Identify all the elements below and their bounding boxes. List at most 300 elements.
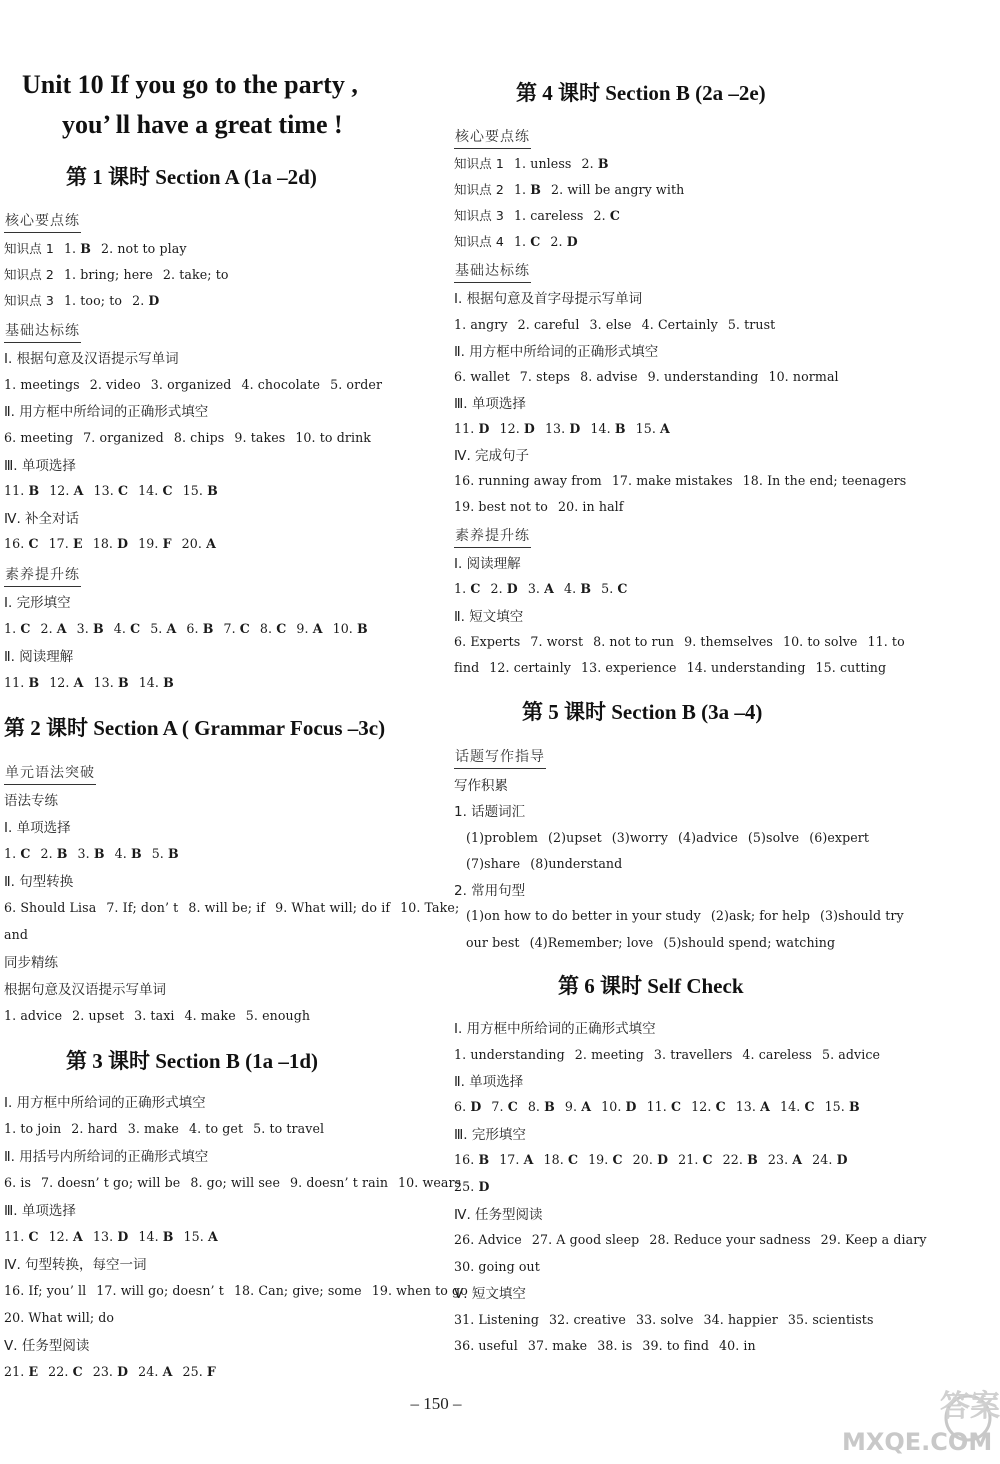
answer-text: 6. bbox=[454, 1099, 471, 1114]
answer-choice: B bbox=[357, 621, 368, 636]
answer-text: 3. bbox=[527, 581, 545, 596]
answer-item bbox=[825, 1099, 870, 1114]
answer-choice: D bbox=[569, 421, 581, 436]
answer-line bbox=[454, 580, 638, 598]
answer-text: 20. in half bbox=[557, 499, 624, 514]
answer-item bbox=[48, 1364, 93, 1379]
answer-line bbox=[454, 181, 694, 199]
answer-choice: C bbox=[117, 483, 129, 498]
answer-item bbox=[4, 483, 49, 498]
answer-item bbox=[72, 1008, 134, 1023]
answer-choice: B bbox=[207, 483, 218, 498]
exercise-heading: Ⅲ. 完形填空 bbox=[454, 1127, 526, 1143]
answer-line bbox=[454, 207, 630, 225]
answer-text: (2)upset bbox=[548, 830, 602, 845]
exercise-category-tag: 素养提升练 bbox=[4, 565, 81, 587]
answer-text: 7. steps bbox=[519, 369, 571, 384]
answer-item bbox=[642, 1338, 719, 1353]
answer-text: 7. doesn’ t go; will be bbox=[41, 1175, 181, 1190]
answer-text: 12. bbox=[49, 483, 74, 498]
answer-item bbox=[532, 1232, 649, 1247]
answer-item bbox=[582, 156, 619, 171]
answer-item bbox=[234, 1283, 372, 1298]
answer-item bbox=[94, 675, 139, 690]
answer-choice: D bbox=[523, 421, 535, 436]
answer-text: 2. hard bbox=[71, 1121, 118, 1136]
exercise-heading: Ⅴ. 任务型阅读 bbox=[4, 1338, 90, 1354]
answer-item bbox=[454, 634, 530, 649]
answer-choice: B bbox=[163, 675, 174, 690]
answer-choice: C bbox=[20, 621, 31, 636]
answer-item bbox=[466, 908, 711, 923]
answer-item bbox=[151, 377, 242, 392]
answer-item bbox=[4, 1008, 72, 1023]
exercise-heading: 写作积累 bbox=[454, 778, 508, 794]
answer-text: 2. will be angry with bbox=[551, 182, 685, 197]
answer-choice: A bbox=[523, 1152, 534, 1167]
answer-item bbox=[489, 660, 581, 675]
answer-choice: E bbox=[28, 1364, 39, 1379]
answer-choice: D bbox=[566, 234, 578, 249]
answer-text: 3. make bbox=[127, 1121, 179, 1136]
answer-line bbox=[454, 1231, 937, 1249]
answer-line bbox=[454, 1178, 499, 1196]
answer-choice: D bbox=[506, 581, 518, 596]
answer-item bbox=[647, 1099, 692, 1114]
answer-text: 2. video bbox=[89, 377, 141, 392]
answer-item bbox=[601, 1099, 646, 1114]
answer-item bbox=[454, 660, 489, 675]
exercise-heading: Ⅱ. 用括号内所给词的正确形式填空 bbox=[4, 1149, 209, 1165]
answer-choice: A bbox=[162, 1364, 173, 1379]
answer-text: 1. to join bbox=[4, 1121, 62, 1136]
answer-item bbox=[728, 317, 786, 332]
answer-item bbox=[736, 1099, 780, 1114]
answer-line bbox=[4, 240, 197, 258]
answer-item bbox=[514, 182, 551, 197]
answer-choice: C bbox=[28, 1229, 39, 1244]
svg-text:答案: 答案 bbox=[940, 1389, 1000, 1424]
answer-text: 9. takes bbox=[234, 430, 286, 445]
answer-text: (4)advice bbox=[677, 830, 738, 845]
answer-item bbox=[64, 267, 163, 282]
answer-text: 1. bbox=[513, 182, 531, 197]
answer-text: 17. make mistakes bbox=[611, 473, 733, 488]
answer-item bbox=[4, 1364, 48, 1379]
answer-item bbox=[633, 1152, 678, 1167]
answer-choice: A bbox=[166, 621, 177, 636]
answer-text: 1. bbox=[4, 621, 21, 636]
answer-line bbox=[4, 674, 184, 692]
answer-choice: A bbox=[73, 483, 84, 498]
answer-item bbox=[64, 241, 101, 256]
exercise-heading: Ⅲ. 单项选择 bbox=[454, 396, 526, 412]
answer-text: 24. bbox=[812, 1152, 837, 1167]
exercise-heading: Ⅲ. 单项选择 bbox=[4, 458, 76, 474]
answer-item bbox=[711, 908, 820, 923]
answer-item bbox=[139, 675, 184, 690]
answer-text: 13. bbox=[92, 1229, 118, 1244]
knowledge-point-label: 知识点 2 bbox=[4, 267, 54, 282]
answer-item bbox=[4, 1121, 71, 1136]
answer-choice: C bbox=[28, 536, 39, 551]
answer-text: 26. Advice bbox=[454, 1232, 522, 1247]
answer-choice: C bbox=[609, 208, 620, 223]
answer-text: 5. bbox=[601, 581, 618, 596]
answer-text: 9. themselves bbox=[684, 634, 773, 649]
answer-text: 12. bbox=[499, 421, 524, 436]
answer-item bbox=[545, 421, 590, 436]
answer-text: (3)should try bbox=[820, 908, 904, 923]
answer-item bbox=[454, 1047, 575, 1062]
answer-text: 2. careful bbox=[517, 317, 580, 332]
answer-text: 19. bbox=[588, 1152, 613, 1167]
answer-item bbox=[466, 856, 530, 871]
answer-item bbox=[4, 621, 40, 636]
answer-item bbox=[454, 473, 612, 488]
answer-choice: A bbox=[660, 421, 670, 436]
answer-item bbox=[101, 241, 197, 256]
answer-text: 14. bbox=[138, 675, 164, 690]
answer-choice: D bbox=[117, 1364, 129, 1379]
answer-choice: B bbox=[117, 675, 129, 690]
answer-text: 9. understanding bbox=[647, 369, 759, 384]
answer-text: 11. bbox=[4, 1229, 29, 1244]
answer-choice: A bbox=[207, 1229, 218, 1244]
answer-choice: B bbox=[849, 1099, 860, 1114]
answer-item bbox=[4, 1310, 124, 1325]
answer-text: 12. bbox=[48, 1229, 73, 1244]
answer-choice: A bbox=[792, 1152, 803, 1167]
answer-text: 6. Experts bbox=[454, 634, 521, 649]
answer-text: 1. understanding bbox=[454, 1047, 565, 1062]
answer-text: 18. bbox=[543, 1152, 568, 1167]
answer-item bbox=[588, 1152, 633, 1167]
answer-text: 14. bbox=[780, 1099, 805, 1114]
exercise-heading: 2. 常用句型 bbox=[454, 883, 526, 899]
answer-item bbox=[704, 1312, 788, 1327]
answer-line bbox=[4, 1282, 478, 1300]
answer-text: and bbox=[4, 927, 28, 942]
answer-text: 9. bbox=[564, 1099, 582, 1114]
answer-text: 21. bbox=[678, 1152, 703, 1167]
answer-choice: D bbox=[836, 1152, 848, 1167]
answer-text: 6. Should Lisa bbox=[4, 900, 97, 915]
answer-text: 1. bbox=[513, 234, 531, 249]
answer-item bbox=[330, 377, 392, 392]
answer-item bbox=[94, 483, 139, 498]
answer-text: 20. What will; do bbox=[4, 1310, 115, 1325]
answer-text: 11. bbox=[454, 421, 479, 436]
answer-text: 9. doesn’ t rain bbox=[290, 1175, 389, 1190]
answer-item bbox=[454, 581, 490, 596]
answer-line bbox=[4, 429, 381, 447]
answer-text: 6. wallet bbox=[454, 369, 510, 384]
answer-text: (4)Remember; love bbox=[529, 935, 654, 950]
answer-item bbox=[4, 536, 49, 551]
answer-item bbox=[454, 369, 520, 384]
answer-item bbox=[719, 1338, 766, 1353]
answer-item bbox=[150, 621, 186, 636]
answer-item bbox=[90, 377, 151, 392]
answer-item bbox=[548, 830, 612, 845]
answer-text: 7. If; don’ t bbox=[106, 900, 179, 915]
answer-text: (8)understand bbox=[530, 856, 623, 871]
answer-choice: A bbox=[312, 621, 323, 636]
answer-item bbox=[454, 317, 518, 332]
answer-choice: B bbox=[93, 846, 105, 861]
answer-text: 11. to bbox=[867, 634, 905, 649]
answer-item bbox=[190, 1175, 290, 1190]
answer-item bbox=[295, 430, 381, 445]
answer-item bbox=[642, 317, 728, 332]
answer-choice: B bbox=[56, 846, 68, 861]
knowledge-point-label: 知识点 4 bbox=[454, 234, 504, 249]
answer-item bbox=[678, 1152, 723, 1167]
answer-item bbox=[138, 536, 181, 551]
answer-text: 2. not to play bbox=[101, 241, 187, 256]
watermark-text: MXQE.COM bbox=[842, 1428, 993, 1456]
answer-item bbox=[581, 660, 687, 675]
answer-text: 5. enough bbox=[245, 1008, 311, 1023]
answer-text: 15. cutting bbox=[815, 660, 887, 675]
exercise-category-tag: 核心要点练 bbox=[4, 211, 81, 233]
answer-text: 14. bbox=[590, 421, 615, 436]
answer-item bbox=[93, 536, 138, 551]
answer-text: 2. bbox=[132, 293, 149, 308]
answer-item bbox=[590, 421, 635, 436]
answer-item bbox=[816, 660, 897, 675]
answer-choice: C bbox=[507, 1099, 518, 1114]
answer-text: 27. A good sleep bbox=[531, 1232, 640, 1247]
answer-item bbox=[4, 846, 40, 861]
answer-text: 2. bbox=[40, 846, 57, 861]
answer-item bbox=[518, 317, 590, 332]
answer-item bbox=[186, 621, 223, 636]
exercise-heading: Ⅰ. 阅读理解 bbox=[454, 556, 521, 572]
exercise-category-tag: 基础达标练 bbox=[454, 261, 531, 283]
answer-line bbox=[4, 1120, 334, 1138]
answer-item bbox=[788, 1312, 884, 1327]
answer-item bbox=[820, 908, 914, 923]
answer-choice: A bbox=[206, 536, 216, 551]
answer-item bbox=[768, 1152, 812, 1167]
answer-text: 6. bbox=[186, 621, 203, 636]
answer-text: 11. bbox=[646, 1099, 671, 1114]
answer-text: 10. bbox=[332, 621, 358, 636]
exercise-heading: 同步精练 bbox=[4, 955, 58, 971]
answer-choice: A bbox=[56, 621, 67, 636]
answer-item bbox=[4, 1283, 96, 1298]
watermark-logo bbox=[840, 1376, 1000, 1456]
answer-text: 1. advice bbox=[4, 1008, 63, 1023]
answer-text: 30. going out bbox=[454, 1259, 540, 1274]
answer-text: 10. bbox=[601, 1099, 626, 1114]
answer-text: 10. normal bbox=[768, 369, 839, 384]
answer-text: 1. meetings bbox=[4, 377, 80, 392]
exercise-heading: Ⅰ. 根据句意及首字母提示写单词 bbox=[454, 291, 643, 307]
answer-item bbox=[530, 856, 632, 871]
answer-text: 32. creative bbox=[549, 1312, 626, 1327]
answer-text: 19. bbox=[138, 536, 163, 551]
answer-line bbox=[466, 934, 845, 952]
answer-item bbox=[601, 581, 637, 596]
answer-choice: B bbox=[580, 581, 592, 596]
answer-text: 19. best not to bbox=[454, 499, 548, 514]
answer-text: 2. meeting bbox=[574, 1047, 644, 1062]
answer-item bbox=[49, 483, 93, 498]
answer-text: 5. bbox=[150, 621, 167, 636]
knowledge-point-label: 知识点 3 bbox=[4, 293, 54, 308]
answer-item bbox=[4, 1175, 41, 1190]
answer-item bbox=[520, 369, 580, 384]
answer-line bbox=[454, 316, 785, 334]
answer-choice: B bbox=[747, 1152, 758, 1167]
answer-line bbox=[4, 926, 38, 944]
answer-item bbox=[528, 581, 564, 596]
answer-line bbox=[454, 1258, 550, 1276]
answer-choice: A bbox=[760, 1099, 770, 1114]
exercise-heading: Ⅳ. 完成句子 bbox=[454, 448, 530, 464]
answer-item bbox=[184, 1229, 228, 1244]
answer-item bbox=[132, 293, 169, 308]
answer-item bbox=[454, 421, 499, 436]
answer-text: 1. bring; here bbox=[63, 267, 153, 282]
answer-text: (5)should spend; watching bbox=[663, 935, 836, 950]
answer-choice: D bbox=[117, 536, 129, 551]
answer-choice: B bbox=[168, 846, 179, 861]
answer-item bbox=[223, 621, 259, 636]
exercise-heading: Ⅰ. 单项选择 bbox=[4, 820, 71, 836]
exercise-heading: Ⅱ. 用方框中所给词的正确形式填空 bbox=[454, 344, 659, 360]
exercise-heading: 根据句意及汉语提示写单词 bbox=[4, 982, 166, 998]
answer-item bbox=[260, 621, 296, 636]
answer-text: 8. bbox=[259, 621, 277, 636]
answer-text: (1)on how to do better in your study bbox=[466, 908, 701, 923]
answer-text: 3. bbox=[76, 621, 93, 636]
answer-choice: D bbox=[148, 293, 160, 308]
answer-choice: D bbox=[470, 1099, 482, 1114]
answer-item bbox=[40, 621, 76, 636]
answer-text: 3. bbox=[77, 846, 94, 861]
answer-text: 15. bbox=[183, 1229, 208, 1244]
answer-text: 12. bbox=[691, 1099, 716, 1114]
exercise-heading: Ⅳ. 句型转换，每空一词 bbox=[4, 1257, 147, 1273]
answer-item bbox=[743, 473, 917, 488]
answer-text: 12. certainly bbox=[489, 660, 571, 675]
answer-text: 1. too; to bbox=[63, 293, 123, 308]
answer-text: 23. bbox=[767, 1152, 793, 1167]
answer-choice: D bbox=[657, 1152, 669, 1167]
answer-text: (1)problem bbox=[466, 830, 538, 845]
exercise-category-tag: 核心要点练 bbox=[454, 127, 531, 149]
answer-item bbox=[152, 846, 189, 861]
answer-item bbox=[783, 634, 868, 649]
answer-line bbox=[466, 829, 879, 847]
answer-line bbox=[4, 845, 189, 863]
answer-text: 8. will be; if bbox=[188, 900, 266, 915]
exercise-heading: Ⅰ. 用方框中所给词的正确形式填空 bbox=[4, 1095, 206, 1111]
section-heading: 第 4 课时 Section B (2a –2e) bbox=[516, 81, 766, 105]
answer-item bbox=[49, 675, 93, 690]
answer-text: 2. upset bbox=[72, 1008, 125, 1023]
answer-line bbox=[4, 1228, 228, 1246]
answer-text: (7)share bbox=[466, 856, 521, 871]
answer-item bbox=[454, 1338, 528, 1353]
answer-item bbox=[514, 156, 582, 171]
answer-item bbox=[128, 1121, 189, 1136]
answer-choice: A bbox=[73, 675, 84, 690]
answer-choice: D bbox=[117, 1229, 129, 1244]
answer-text: (2)ask; for help bbox=[710, 908, 811, 923]
answer-line bbox=[466, 907, 914, 925]
exercise-category-tag: 素养提升练 bbox=[454, 526, 531, 548]
exercise-heading: Ⅳ. 任务型阅读 bbox=[454, 1207, 543, 1223]
answer-text: 5. bbox=[151, 846, 169, 861]
answer-text: 4. careless bbox=[742, 1047, 812, 1062]
answer-text: 25. bbox=[454, 1179, 479, 1194]
answer-item bbox=[454, 1152, 499, 1167]
answer-item bbox=[41, 1175, 190, 1190]
answer-choice: C bbox=[162, 483, 173, 498]
answer-item bbox=[182, 536, 226, 551]
knowledge-point-label: 知识点 2 bbox=[454, 182, 504, 197]
answer-choice: F bbox=[162, 536, 172, 551]
answer-text: 4. make bbox=[184, 1008, 236, 1023]
answer-choice: C bbox=[702, 1152, 713, 1167]
answer-choice: C bbox=[72, 1364, 83, 1379]
answer-text: find bbox=[454, 660, 480, 675]
answer-text: 3. else bbox=[589, 317, 632, 332]
answer-item bbox=[188, 900, 275, 915]
exercise-heading: Ⅰ. 根据句意及汉语提示写单词 bbox=[4, 351, 179, 367]
answer-item bbox=[648, 369, 769, 384]
answer-item bbox=[96, 1283, 234, 1298]
answer-text: 10. Take; bbox=[400, 900, 460, 915]
answer-line bbox=[4, 1309, 124, 1327]
answer-text: 13. bbox=[93, 483, 118, 498]
exercise-heading: Ⅱ. 单项选择 bbox=[454, 1074, 524, 1090]
answer-item bbox=[454, 1232, 532, 1247]
answer-item bbox=[565, 1099, 601, 1114]
answer-text: 3. travellers bbox=[653, 1047, 733, 1062]
section-heading: 第 6 课时 Self Check bbox=[558, 974, 744, 998]
answer-choice: B bbox=[597, 156, 609, 171]
answer-text: 9. bbox=[296, 621, 313, 636]
answer-item bbox=[83, 430, 174, 445]
answer-item bbox=[812, 1152, 857, 1167]
answer-text: 3. taxi bbox=[134, 1008, 175, 1023]
answer-item bbox=[594, 208, 630, 223]
answer-item bbox=[466, 935, 530, 950]
exercise-category-tag: 话题写作指导 bbox=[454, 747, 546, 769]
answer-text: 20. bbox=[181, 536, 207, 551]
exercise-category-tag: 基础达标练 bbox=[4, 321, 81, 343]
answer-text: 4. to get bbox=[188, 1121, 244, 1136]
answer-item bbox=[49, 536, 93, 551]
answer-item bbox=[612, 473, 743, 488]
answer-text: 2. bbox=[581, 156, 598, 171]
exercise-heading: Ⅱ. 短文填空 bbox=[454, 609, 524, 625]
unit-title-line2: you’ ll have a great time ! bbox=[62, 110, 343, 139]
knowledge-point-label: 知识点 1 bbox=[454, 156, 504, 171]
exercise-category-tag: 单元语法突破 bbox=[4, 763, 96, 785]
answer-text: 18. Can; give; some bbox=[233, 1283, 362, 1298]
answer-item bbox=[768, 369, 848, 384]
answer-choice: B bbox=[530, 182, 542, 197]
answer-text: 40. in bbox=[719, 1338, 756, 1353]
answer-text: 13. bbox=[544, 421, 570, 436]
